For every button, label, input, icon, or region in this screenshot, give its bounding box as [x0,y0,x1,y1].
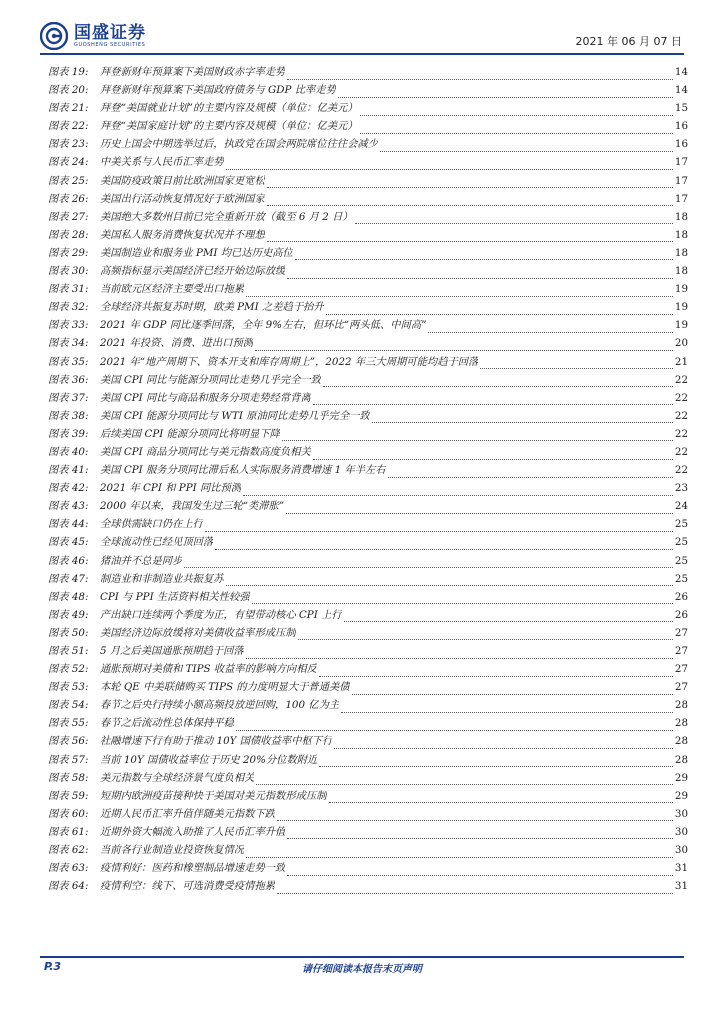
toc-dot-leader [319,756,673,767]
toc-entry[interactable] [48,479,688,497]
toc-entry-title: 美国 CPI 能源分项同比与 WTI 原油同比走势几乎完全一致 [100,409,370,422]
toc-entry-label: 图表 33: [48,319,89,332]
toc-entry-page: 26 [674,608,688,621]
toc-entry-label: 图表 31: [48,283,89,296]
toc-entry[interactable] [48,443,688,461]
toc-dot-leader [298,629,673,640]
toc-entry-page: 27 [674,626,688,639]
toc-dot-leader [226,575,673,586]
toc-entry[interactable] [48,135,688,153]
toc-entry-title: 近期外资大幅流入助推了人民币汇率升值 [100,825,286,838]
toc-entry-label: 图表 50: [48,626,89,639]
toc-dot-leader [295,249,673,260]
toc-entry-label: 图表 23: [48,138,89,151]
toc-entry-page: 17 [674,174,688,187]
toc-dot-leader [428,322,672,333]
toc-entry-title: CPI 与 PPI 生活资料相关性较强 [100,590,250,603]
toc-entry[interactable] [48,461,688,479]
toc-entry-title: 全球经济共振复苏时期，欧美 PMI 之差趋于抬升 [100,301,324,314]
toc-entry[interactable] [48,678,688,696]
toc-entry-title: 近期人民币汇率升值伴随美元指数下跌 [100,807,276,820]
toc-dot-leader [243,485,673,496]
toc-entry-label: 图表 54: [48,699,89,712]
toc-entry-page: 22 [674,464,688,477]
toc-entry-label: 图表 25: [48,174,89,187]
toc-entry[interactable] [48,751,688,769]
toc-entry-title: 美国绝大多数州目前已完全重新开放（截至 6 月 2 日） [100,210,353,223]
toc-dot-leader [277,810,673,821]
toc-entry-label: 图表 40: [48,445,89,458]
toc-entry-page: 24 [674,500,688,513]
toc-entry-title: 短期内欧洲疫苗接种快于美国对美元指数形成压制 [100,789,327,802]
disclaimer-note: 请仔细阅读本报告末页声明 [302,964,422,975]
toc-entry[interactable] [48,497,688,515]
company-name-cn: 国盛证券 [74,22,146,43]
toc-entry-title: 拜登“美国就业计划”的主要内容及规模（单位：亿美元） [100,102,358,115]
toc-entry-label: 图表 61: [48,825,89,838]
toc-entry[interactable] [48,334,688,352]
toc-entry-page: 14 [674,84,688,97]
toc-entry-label: 图表 59: [48,789,89,802]
toc-entry-page: 18 [674,228,688,241]
toc-entry-label: 图表 53: [48,681,89,694]
toc-entry-page: 15 [674,102,688,115]
toc-entry-label: 图表 55: [48,717,89,730]
toc-entry[interactable] [48,841,688,859]
toc-entry-label: 图表 42: [48,482,89,495]
toc-dot-leader [287,69,673,80]
toc-entry-page: 25 [674,572,688,585]
logo-icon [40,22,68,50]
toc-entry-page: 23 [674,482,688,495]
toc-entry-title: 中美关系与人民币汇率走势 [100,156,224,169]
toc-entry-title: 美国 CPI 同比与商品和服务分项走势经常背离 [100,391,311,404]
toc-dot-leader [282,430,673,441]
toc-entry-title: 拜登“美国家庭计划”的主要内容及规模（单位：亿美元） [100,120,358,133]
toc-dot-leader [388,467,673,478]
toc-entry-title: 通胀预期对美债和 TIPS 收益率的影响方向相反 [100,663,317,676]
toc-entry[interactable] [48,606,688,624]
toc-entry-page: 20 [674,337,688,350]
toc-entry-page: 19 [674,319,688,332]
toc-entry[interactable] [48,244,688,262]
toc-entry-title: 2021 年 GDP 同比逐季回落，全年 9%左右，但环比“两头低、中间高” [100,319,427,332]
toc-entry[interactable] [48,226,688,244]
toc-entry-page: 21 [674,355,688,368]
toc-entry[interactable] [48,425,688,443]
toc-entry-page: 22 [674,409,688,422]
toc-entry-label: 图表 44: [48,518,89,531]
toc-entry[interactable] [48,805,688,823]
toc-dot-leader [267,195,673,206]
toc-entry[interactable] [48,99,688,117]
toc-entry-label: 图表 29: [48,246,89,259]
toc-entry-page: 25 [674,518,688,531]
toc-entry-page: 31 [674,880,688,893]
toc-entry-label: 图表 34: [48,337,89,350]
toc-entry-page: 22 [674,373,688,386]
toc-entry-title: 美国私人服务消费恢复状况并不理想 [100,228,265,241]
toc-entry-label: 图表 38: [48,409,89,422]
toc-dot-leader [287,865,673,876]
toc-entry-label: 图表 41: [48,464,89,477]
toc-entry-title: 本轮 QE 中美联储购买 TIPS 的力度明显大于普通美债 [100,681,350,694]
toc-entry-title: 全球供需缺口仍在上行 [100,518,203,531]
toc-entry[interactable] [48,787,688,805]
toc-entry-title: 当前欧元区经济主要受出口拖累 [100,283,245,296]
toc-dot-leader [205,521,673,532]
toc-dot-leader [184,557,673,568]
toc-dot-leader [360,105,673,116]
toc-entry-label: 图表 32: [48,301,89,314]
page-header [0,0,724,60]
toc-entry-label: 图表 64: [48,880,89,893]
toc-dot-leader [215,539,673,550]
toc-entry-page: 26 [674,590,688,603]
toc-entry-title: 社融增速下行有助于推动 10Y 国债收益率中枢下行 [100,735,333,748]
toc-dot-leader [344,611,673,622]
toc-entry-title: 美国 CPI 商品分项同比与美元指数高度负相关 [100,445,311,458]
toc-dot-leader [255,340,673,351]
toc-entry-page: 27 [674,681,688,694]
toc-entry[interactable] [48,280,688,298]
toc-entry-title: 后续美国 CPI 能源分项同比将明显下降 [100,427,280,440]
toc-entry-page: 29 [674,789,688,802]
toc-dot-leader [360,123,673,134]
toc-entry-title: 全球流动性已经见顶回落 [100,536,214,549]
toc-entry[interactable] [48,190,688,208]
toc-entry-page: 28 [674,717,688,730]
toc-entry-label: 图表 45: [48,536,89,549]
toc-entry-label: 图表 30: [48,265,89,278]
toc-entry[interactable] [48,624,688,642]
toc-entry-title: 历史上国会中期选举过后，执政党在国会两院席位往往会减少 [100,138,379,151]
toc-dot-leader [334,738,673,749]
toc-entry-label: 图表 62: [48,844,89,857]
toc-entry-page: 29 [674,771,688,784]
toc-dot-leader [372,412,673,423]
toc-entry-title: 美国防疫政策目前比欧洲国家更宽松 [100,174,265,187]
toc-entry-label: 图表 58: [48,771,89,784]
toc-entry[interactable] [48,316,688,334]
toc-entry-page: 22 [674,445,688,458]
toc-entry[interactable] [48,298,688,316]
toc-entry-page: 17 [674,156,688,169]
toc-dot-leader [226,159,673,170]
toc-entry-page: 17 [674,192,688,205]
toc-entry-page: 18 [674,210,688,223]
toc-entry-label: 图表 37: [48,391,89,404]
toc-entry-page: 30 [674,807,688,820]
toc-entry-title: 美元指数与全球经济景气度负相关 [100,771,255,784]
toc-entry[interactable] [48,533,688,551]
toc-entry-label: 图表 20: [48,84,89,97]
page-number: P.3 [44,960,62,973]
toc-dot-leader [287,268,673,279]
toc-entry-page: 28 [674,753,688,766]
toc-entry[interactable] [48,172,688,190]
toc-entry[interactable] [48,642,688,660]
toc-entry-label: 图表 19: [48,66,89,78]
toc-entry-label: 图表 22: [48,120,89,133]
toc-entry-page: 18 [674,246,688,259]
toc-dot-leader [267,231,673,242]
toc-entry-label: 图表 47: [48,572,89,585]
toc-entry[interactable] [48,153,688,171]
toc-entry-page: 19 [674,301,688,314]
toc-entry[interactable] [48,117,688,135]
toc-dot-leader [313,394,673,405]
toc-entry-label: 图表 35: [48,355,89,368]
toc-entry[interactable] [48,823,688,841]
toc-dot-leader [323,376,673,387]
toc-entry[interactable] [48,262,688,280]
toc-dot-leader [380,141,673,152]
toc-entry-title: 2021 年投资、消费、进出口预测 [100,337,254,350]
toc-dot-leader [326,304,673,315]
toc-entry-label: 图表 26: [48,192,89,205]
toc-entry-title: 春节之后央行持续小额高频投放逆回购，100 亿为主 [100,699,340,712]
toc-entry[interactable] [48,407,688,425]
toc-dot-leader [313,449,673,460]
toc-entry-label: 图表 63: [48,862,89,875]
toc-entry[interactable] [48,877,688,895]
toc-entry-label: 图表 49: [48,608,89,621]
toc-entry-page: 27 [674,645,688,657]
toc-entry-page: 18 [674,265,688,278]
toc-entry-page: 22 [674,427,688,440]
toc-entry-page: 28 [674,735,688,748]
toc-entry-title: 产出缺口连续两个季度为正，有望带动核心 CPI 上行 [100,608,342,621]
toc-entry-label: 图表 48: [48,590,89,603]
toc-entry-title: 美国 CPI 同比与能源分项同比走势几乎完全一致 [100,373,322,386]
toc-dot-leader [246,648,673,659]
toc-dot-leader [252,593,673,604]
toc-entry-page: 25 [674,536,688,549]
toc-entry-label: 图表 28: [48,228,89,241]
toc-entry-title: 疫情利好：医药和橡塑制品增速走势一致 [100,862,286,875]
toc-entry-title: 猪油并不总是同步 [100,554,183,567]
toc-entry[interactable] [48,389,688,407]
toc-dot-leader [246,847,673,858]
toc-entry-page: 22 [674,391,688,404]
toc-dot-leader [246,286,673,297]
toc-entry-page: 27 [674,663,688,676]
toc-entry[interactable] [48,769,688,787]
toc-entry-label: 图表 39: [48,427,89,440]
company-logo [40,21,146,51]
toc-entry-title: 2021 年 CPI 和 PPI 同比预测 [100,482,242,495]
toc-entry-title: 美国经济边际放缓将对美债收益率形成压制 [100,626,296,639]
toc-entry-title: 美国 CPI 服务分项同比滞后私人实际服务消费增速 1 年半左右 [100,464,386,477]
toc-dot-leader [236,720,673,731]
toc-entry-title: 当前各行业制造业投资恢复情况 [100,844,245,857]
toc-dot-leader [338,87,673,98]
toc-entry[interactable] [48,859,688,877]
toc-entry-title: 5 月之后美国通胀预期趋于回落 [100,645,244,657]
toc-entry-label: 图表 56: [48,735,89,748]
toc-entry-page: 16 [674,138,688,151]
toc-entry-page: 19 [674,283,688,296]
toc-entry-title: 制造业和非制造业共振复苏 [100,572,224,585]
toc-entry-label: 图表 52: [48,663,89,676]
toc-entry[interactable] [48,552,688,570]
toc-entry-label: 图表 43: [48,500,89,513]
toc-entry-label: 图表 21: [48,102,89,115]
toc-dot-leader [480,358,673,369]
toc-entry-page: 30 [674,844,688,857]
toc-dot-leader [352,684,673,695]
toc-entry[interactable] [48,63,688,81]
toc-entry-title: 高频指标显示美国经济已经开始边际放缓 [100,265,286,278]
toc-entry-label: 图表 36: [48,373,89,386]
toc-entry-page: 25 [674,554,688,567]
toc-entry-title: 美国出行活动恢复情况好于欧洲国家 [100,192,265,205]
toc-dot-leader [341,702,673,713]
toc-entry-label: 图表 46: [48,554,89,567]
toc-entry-page: 30 [674,825,688,838]
toc-entry[interactable] [48,353,688,371]
toc-dot-leader [355,213,673,224]
toc-dot-leader [286,503,673,514]
toc-entry[interactable] [48,696,688,714]
toc-entry[interactable] [48,371,688,389]
toc-dot-leader [329,792,673,803]
toc-entry[interactable] [48,570,688,588]
toc-entry[interactable] [48,208,688,226]
toc-entry-page: 14 [674,66,688,78]
toc-entry-title: 疫情利空：线下、可选消费受疫情拖累 [100,880,276,893]
toc-dot-leader [319,666,673,677]
toc-entry[interactable] [48,588,688,606]
toc-entry[interactable] [48,515,688,533]
toc-entry-page: 28 [674,699,688,712]
toc-entry-title: 2000 年以来，我国发生过三轮“类滞胀” [100,500,285,513]
toc-entry[interactable] [48,732,688,750]
toc-entry-title: 美国制造业和服务业 PMI 均已达历史高位 [100,246,293,259]
toc-entry[interactable] [48,714,688,732]
toc-dot-leader [287,828,673,839]
toc-entry-title: 2021 年“地产周期下、资本开支和库存周期上”，2022 年三大周期可能均趋于回落 [100,355,479,368]
toc-entry-label: 图表 60: [48,807,89,820]
toc-dot-leader [256,774,672,785]
toc-entry-page: 16 [674,120,688,133]
toc-entry-label: 图表 57: [48,753,89,766]
toc-entry-title: 春节之后流动性总体保持平稳 [100,717,234,730]
toc-entry-label: 图表 51: [48,645,89,657]
footer-divider [40,956,684,958]
toc-entry-page: 31 [674,862,688,875]
toc-entry[interactable] [48,660,688,678]
toc-entry-label: 图表 24: [48,156,89,169]
header-divider [40,53,684,55]
toc-entry-title: 拜登新财年预算案下美国政府债务与 GDP 比率走势 [100,84,336,97]
toc-dot-leader [267,177,673,188]
toc-entry[interactable] [48,81,688,99]
company-name-en: GUOSHENG SECURITIES [74,41,146,48]
toc-dot-leader [277,883,673,894]
toc-entry-title: 当前 10Y 国债收益率位于历史 20%分位数附近 [100,753,318,766]
report-date: 2021 年 06 月 07 日 [575,35,682,48]
toc-entry-title: 拜登新财年预算案下美国财政赤字率走势 [100,66,286,78]
table-of-figures [48,63,688,895]
toc-entry-label: 图表 27: [48,210,89,223]
